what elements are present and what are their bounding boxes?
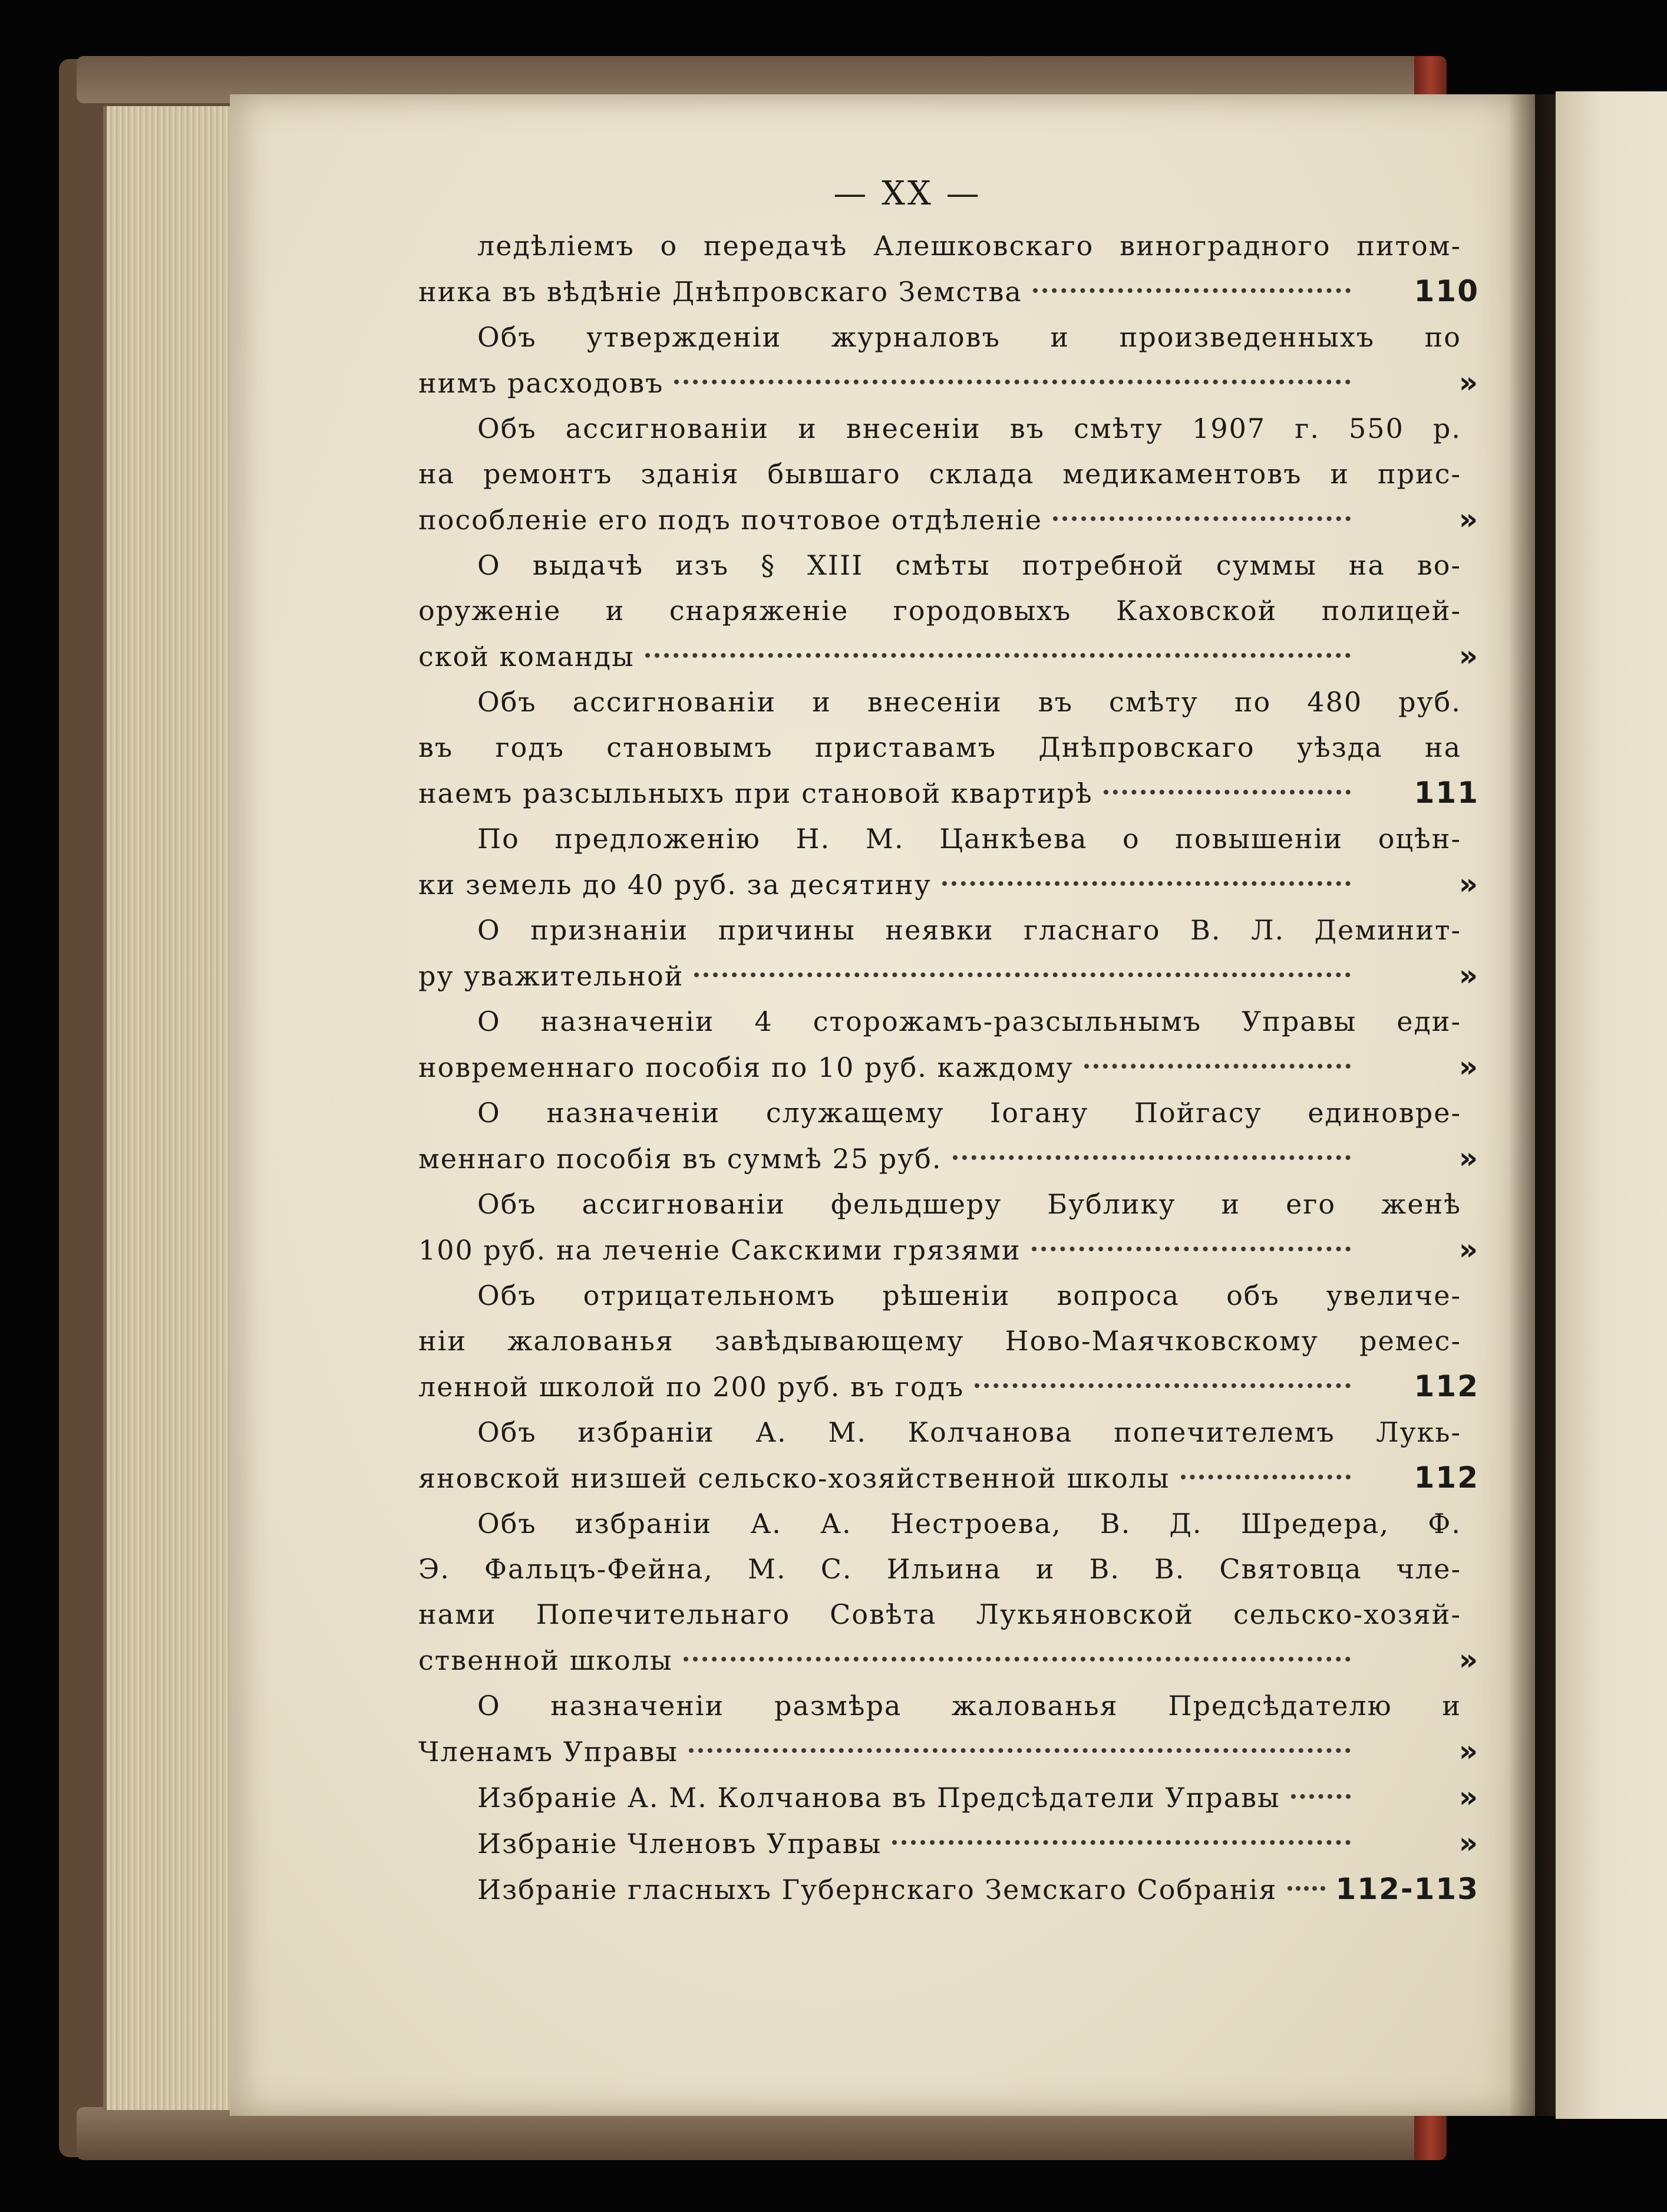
toc-entry-text: ника въ вѣдѣніе Днѣпровскаго Земства: [418, 276, 1022, 308]
toc-entry-line: [418, 1775, 1479, 1821]
table-of-contents: [418, 223, 1479, 1913]
toc-entry: [418, 1182, 1479, 1273]
toc-entry-text: Членамъ Управы: [418, 1736, 679, 1768]
toc-entry-text: пособленіе его подъ почтовое отдѣленіе: [418, 504, 1042, 536]
toc-entry-line: [418, 1729, 1479, 1775]
page-edges: [103, 106, 233, 2110]
dot-leader: [1181, 1475, 1351, 1479]
toc-page-number: 112: [1414, 1369, 1479, 1403]
toc-entry-line: [418, 1182, 1479, 1227]
toc-entry-text: оруженіе и снаряженіе городовыхъ Каховской полицей-: [418, 595, 1461, 627]
toc-entry-text: О назначеніи 4 сторожамъ-разсыльнымъ Управы еди-: [477, 1006, 1461, 1037]
toc-entry-line: [418, 1410, 1479, 1455]
toc-page-number: 110: [1414, 274, 1479, 308]
toc-entry: [418, 1090, 1479, 1182]
toc-entry: [418, 1410, 1479, 1501]
toc-entry-text: 100 руб. на леченіе Сакскими грязями: [418, 1234, 1021, 1266]
toc-entry: [418, 1273, 1479, 1410]
toc-entry-text: Избраніе гласныхъ Губернскаго Земскаго Собранія: [477, 1874, 1278, 1906]
toc-entry-line: [418, 1273, 1479, 1318]
gutter-shadow: [1508, 94, 1556, 2116]
toc-entry-text: Объ отрицательномъ рѣшеніи вопроса объ увеличе-: [477, 1280, 1461, 1311]
toc-entry-text: ленной школой по 200 руб. въ годъ: [418, 1371, 965, 1403]
toc-entry-line: [418, 1044, 1479, 1090]
toc-entry-line: [418, 1821, 1479, 1867]
toc-entry-line: [418, 543, 1479, 588]
toc-entry-line: [418, 999, 1479, 1044]
dot-leader: [1084, 1064, 1351, 1069]
dot-leader: [1291, 1794, 1351, 1799]
toc-entry: [418, 315, 1479, 406]
toc-entry-text: ніи жалованья завѣдывающему Ново-Маячковскому ремес-: [418, 1325, 1461, 1357]
toc-page-number: 112: [1414, 1461, 1479, 1495]
toc-entry: [418, 406, 1479, 543]
toc-entry-line: [418, 1501, 1479, 1547]
toc-entry-text: на ремонтъ зданія бывшаго склада медикаментовъ и прис-: [418, 458, 1461, 490]
toc-entry-line: [418, 1090, 1479, 1136]
toc-entry: [418, 680, 1479, 816]
toc-entry-line: [418, 1592, 1479, 1637]
toc-page-number: 111: [1414, 776, 1479, 810]
toc-page-number: »: [1458, 1232, 1479, 1267]
toc-entry: [418, 1821, 1479, 1867]
toc-entry-line: [418, 1364, 1479, 1410]
toc-entry-text: наемъ разсыльныхъ при становой квартирѣ: [418, 777, 1093, 809]
toc-entry-text: Объ ассигнованіи и внесеніи въ смѣту по 480 руб.: [477, 686, 1461, 718]
toc-entry-text: яновской низшей сельско-хозяйственной школы: [418, 1462, 1170, 1494]
toc-entry-line: [418, 680, 1479, 725]
toc-page-number: »: [1458, 1780, 1479, 1814]
toc-page-number: »: [1458, 1141, 1479, 1175]
toc-entry-text: О назначеніи служащему Іогану Пойгасу единовре-: [477, 1097, 1461, 1129]
toc-entry: [418, 1775, 1479, 1821]
toc-entry-line: [418, 451, 1479, 497]
toc-entry-line: [418, 269, 1479, 315]
toc-page-number: »: [1458, 1826, 1479, 1860]
dot-leader: [694, 973, 1351, 977]
toc-entry-line: [418, 1227, 1479, 1273]
toc-entry-text: ской команды: [418, 641, 635, 672]
toc-page-number: 112-113: [1335, 1872, 1479, 1906]
toc-page-number: »: [1458, 639, 1479, 673]
toc-entry-line: [418, 406, 1479, 451]
toc-entry: [418, 816, 1479, 908]
toc-entry-text: О назначеніи размѣра жалованья Предсѣдателю и: [477, 1690, 1461, 1722]
toc-entry-text: ру уважительной: [418, 960, 684, 992]
toc-entry-line: [418, 1683, 1479, 1729]
toc-entry: [418, 543, 1479, 680]
toc-entry-line: [418, 908, 1479, 953]
dot-leader: [1104, 790, 1351, 795]
toc-entry-line: [418, 1547, 1479, 1592]
page-header: — XX —: [833, 174, 982, 213]
toc-entry-text: въ годъ становымъ приставамъ Днѣпровскаго уѣзда на: [418, 731, 1461, 763]
dot-leader: [1033, 288, 1351, 293]
toc-entry-line: [418, 360, 1479, 406]
toc-entry-line: [418, 1136, 1479, 1182]
toc-entry-text: нимъ расходовъ: [418, 367, 664, 399]
toc-entry-text: новременнаго пособія по 10 руб. каждому: [418, 1051, 1074, 1083]
toc-page-number: »: [1458, 1643, 1479, 1677]
toc-entry-text: Объ избраніи А. М. Колчанова попечителемъ Лукь-: [477, 1416, 1461, 1448]
dot-leader: [942, 881, 1351, 886]
toc-entry: [418, 1867, 1479, 1913]
toc-entry-text: Объ утвержденіи журналовъ и произведенныхъ по: [477, 321, 1461, 353]
toc-page-number: »: [1458, 1734, 1479, 1768]
toc-entry-line: [418, 953, 1479, 999]
toc-entry-line: [418, 816, 1479, 862]
toc-entry-line: [418, 1318, 1479, 1364]
toc-entry-text: Э. Фальцъ-Фейна, М. С. Ильина и В. В. Святовца чле-: [418, 1553, 1461, 1585]
toc-entry-line: [418, 1455, 1479, 1501]
toc-entry-line: [418, 223, 1479, 269]
dot-leader: [689, 1748, 1351, 1753]
toc-entry-text: О признаніи причины неявки гласнаго В. Л. Деминит-: [477, 914, 1461, 946]
dot-leader: [953, 1155, 1351, 1160]
dot-leader: [1053, 516, 1351, 521]
toc-entry: [418, 1683, 1479, 1775]
dot-leader: [1288, 1886, 1325, 1891]
dot-leader: [975, 1383, 1351, 1388]
toc-entry-line: [418, 770, 1479, 816]
toc-entry-text: По предложенію Н. М. Цанкѣева о повышеніи оцѣн-: [477, 823, 1461, 855]
toc-entry: [418, 908, 1479, 999]
toc-entry-text: Объ ассигнованіи и внесеніи въ смѣту 1907 г. 550 р.: [477, 413, 1461, 444]
toc-page-number: »: [1458, 502, 1479, 536]
toc-entry-line: [418, 1637, 1479, 1683]
toc-entry-text: Избраніе А. М. Колчанова въ Предсѣдатели Управы: [477, 1782, 1280, 1814]
toc-entry: [418, 999, 1479, 1090]
toc-entry-text: нами Попечительнаго Совѣта Лукьяновской сельско-хозяй-: [418, 1598, 1461, 1630]
toc-page-number: »: [1458, 867, 1479, 901]
toc-entry-line: [418, 588, 1479, 634]
dot-leader: [1032, 1247, 1351, 1251]
toc-entry-text: Объ избраніи А. А. Нестроева, В. Д. Шредера, Ф.: [477, 1508, 1461, 1540]
toc-entry-line: [418, 497, 1479, 543]
dot-leader: [684, 1657, 1351, 1662]
dot-leader: [674, 380, 1351, 384]
toc-entry-text: ственной школы: [418, 1644, 673, 1676]
toc-entry-line: [418, 725, 1479, 770]
toc-entry-line: [418, 315, 1479, 360]
toc-entry-text: ледѣліемъ о передачѣ Алешковскаго виноградного питом-: [477, 230, 1461, 262]
page-content: [418, 171, 1479, 1913]
dot-leader: [645, 653, 1351, 658]
toc-entry-line: [418, 862, 1479, 908]
toc-entry-line: [418, 1867, 1479, 1913]
toc-page-number: »: [1458, 365, 1479, 400]
dot-leader: [892, 1840, 1351, 1845]
toc-entry-text: Объ ассигнованіи фельдшеру Бублику и его женѣ: [477, 1188, 1461, 1220]
toc-entry: [418, 1501, 1479, 1683]
toc-entry: [418, 223, 1479, 315]
toc-entry-line: [418, 634, 1479, 680]
toc-page-number: »: [1458, 958, 1479, 993]
facing-page: [1556, 91, 1667, 2119]
toc-entry-text: ки земель до 40 руб. за десятину: [418, 869, 932, 901]
toc-entry-text: Избраніе Членовъ Управы: [477, 1828, 882, 1860]
toc-entry-text: меннаго пособія въ суммѣ 25 руб.: [418, 1143, 942, 1175]
toc-page-number: »: [1458, 1050, 1479, 1084]
toc-entry-text: О выдачѣ изъ § XIII смѣты потребной суммы на во-: [477, 549, 1461, 581]
